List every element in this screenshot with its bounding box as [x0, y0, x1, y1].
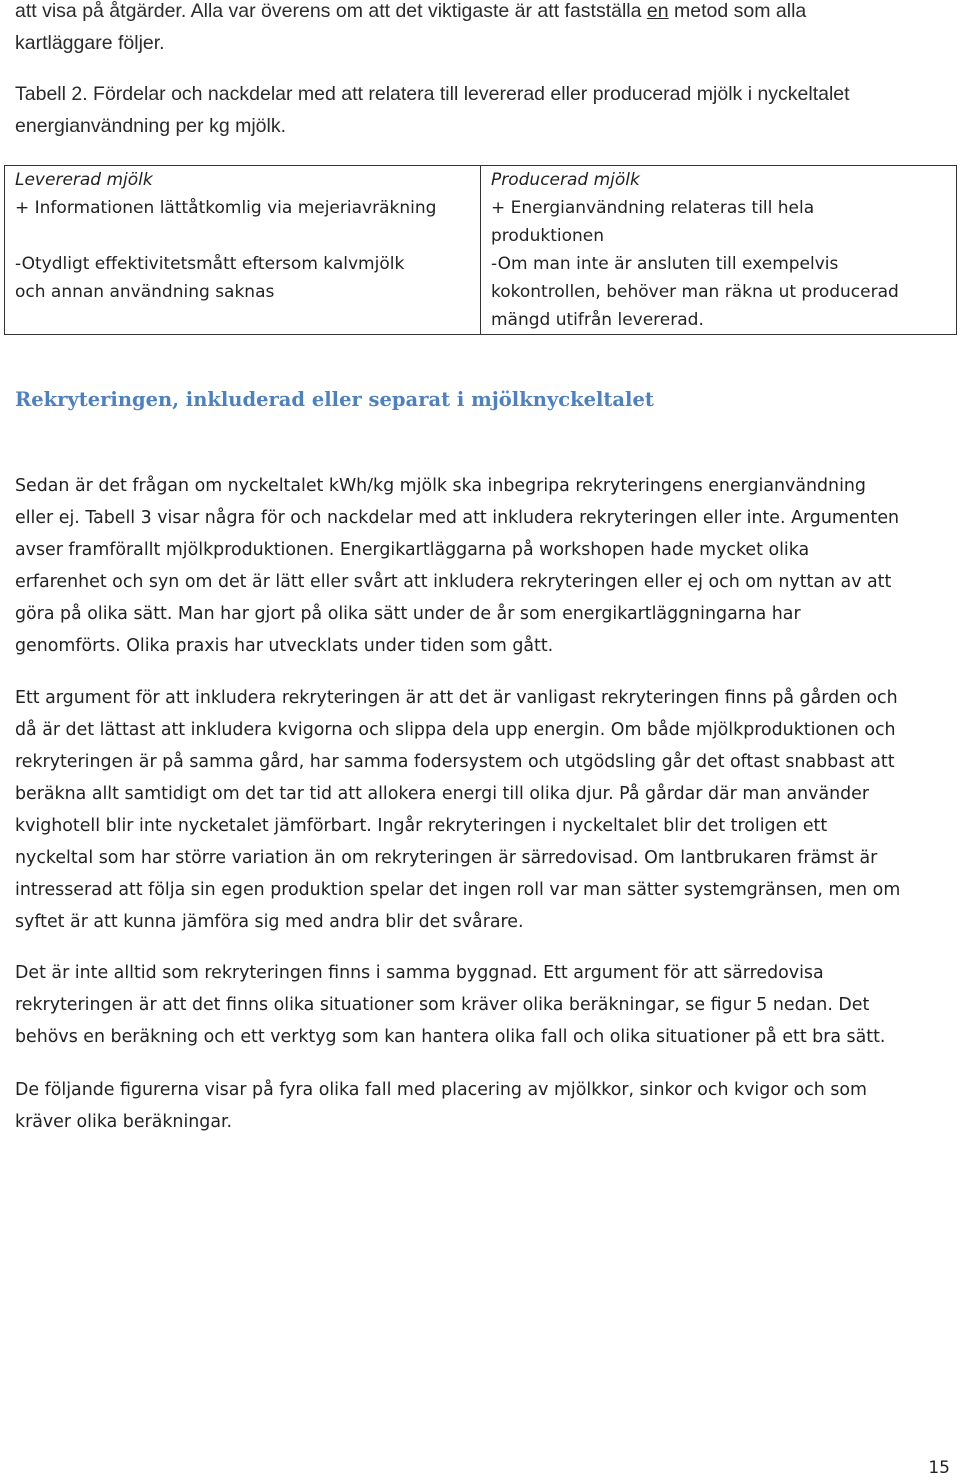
- section-heading: Rekryteringen, inkluderad eller separat i mjölknyckeltalet: [15, 388, 654, 411]
- paragraph-line: behövs en beräkning och ett verktyg som kan hantera olika fall och olika situationer på ett bra sätt.: [15, 1027, 886, 1047]
- paragraph-line: syftet är att kunna jämföra sig med andra blir det svårare.: [15, 912, 524, 932]
- paragraph: [15, 470, 899, 662]
- intro-line-2: kartläggare följer.: [15, 32, 165, 54]
- table-header-delivered: Levererad mjölk: [5, 166, 481, 195]
- page-number: 15: [928, 1458, 950, 1478]
- table-cell: [481, 194, 957, 250]
- table-row: [5, 250, 957, 335]
- paragraph: [15, 957, 885, 1053]
- comparison-table: [4, 165, 957, 335]
- cell-line: + Informationen lättåtkomlig via mejeriavräkning: [15, 198, 437, 218]
- intro-line-1: [15, 0, 806, 23]
- paragraph-line: eller ej. Tabell 3 visar några för och nackdelar med att inkludera rekryteringen eller inte. Argumenten: [15, 508, 900, 528]
- table-header-row: [5, 166, 957, 195]
- paragraph-line: Sedan är det frågan om nyckeltalet kWh/kg mjölk ska inbegripa rekryteringens energianvändning: [15, 476, 866, 496]
- paragraph-line: nyckeltal som har större variation än om rekryteringen är särredovisad. Om lantbrukaren främst är: [15, 848, 878, 868]
- paragraph-line: erfarenhet och syn om det är lätt eller svårt att inkludera rekryteringen eller ej och om nyttan av att: [15, 572, 892, 592]
- paragraph-line: intresserad att följa sin egen produktion spelar det ingen roll var man sätter systemgränsen, men om: [15, 880, 901, 900]
- table-cell: [5, 250, 481, 335]
- paragraph-line: avser framförallt mjölkproduktionen. Energikartläggarna på workshopen hade mycket olika: [15, 540, 810, 560]
- paragraph-line: rekryteringen är på samma gård, har samma fodersystem och utgödsling går det oftast snabbast att: [15, 752, 895, 772]
- cell-line: -Om man inte är ansluten till exempelvis: [491, 254, 839, 274]
- table-caption-line-1: Tabell 2. Fördelar och nackdelar med att relatera till levererad eller producerad mjölk i nyckeltalet: [15, 83, 850, 105]
- table-header-produced: Producerad mjölk: [481, 166, 957, 195]
- cell-line: -Otydligt effektivitetsmått eftersom kalvmjölk: [15, 254, 405, 274]
- cell-line: + Energianvändning relateras till hela: [491, 198, 815, 218]
- table-cell: [481, 250, 957, 335]
- paragraph-line: De följande figurerna visar på fyra olika fall med placering av mjölkkor, sinkor och kvigor och som: [15, 1080, 867, 1100]
- cell-line: och annan användning saknas: [15, 282, 275, 302]
- intro-underlined-word: en: [646, 0, 669, 22]
- intro-text: metod som alla: [668, 0, 807, 22]
- paragraph-line: kräver olika beräkningar.: [15, 1112, 233, 1132]
- table-caption-line-2: energianvändning per kg mjölk.: [15, 115, 287, 137]
- cell-line: mängd utifrån levererad.: [491, 310, 704, 330]
- paragraph: [15, 1074, 867, 1138]
- paragraph-line: kvighotell blir inte nycketalet jämförbart. Ingår rekryteringen i nyckeltalet blir det troligen ett: [15, 816, 828, 836]
- paragraph-line: genomförts. Olika praxis har utvecklats under tiden som gått.: [15, 636, 554, 656]
- paragraph: [15, 682, 900, 938]
- paragraph-line: beräkna allt samtidigt om det tar tid att allokera energi till olika djur. På gårdar där man använder: [15, 784, 870, 804]
- paragraph-line: då är det lättast att inkludera kvigorna och slippa dela upp energin. Om både mjölkproduktionen och: [15, 720, 896, 740]
- intro-text: att visa på åtgärder. Alla var överens om att det viktigaste är att fastställa: [15, 0, 647, 22]
- table-cell: [5, 194, 481, 250]
- table-row: [5, 194, 957, 250]
- paragraph-line: göra på olika sätt. Man har gjort på olika sätt under de år som energikartläggningarna har: [15, 604, 801, 624]
- cell-line: kokontrollen, behöver man räkna ut producerad: [491, 282, 899, 302]
- paragraph-line: Det är inte alltid som rekryteringen finns i samma byggnad. Ett argument för att särredovisa: [15, 963, 824, 983]
- paragraph-line: rekryteringen är att det finns olika situationer som kräver olika beräkningar, se figur 5 nedan. Det: [15, 995, 870, 1015]
- paragraph-line: Ett argument för att inkludera rekryteringen är att det är vanligast rekryteringen finns på gården och: [15, 688, 898, 708]
- cell-line: produktionen: [491, 226, 605, 246]
